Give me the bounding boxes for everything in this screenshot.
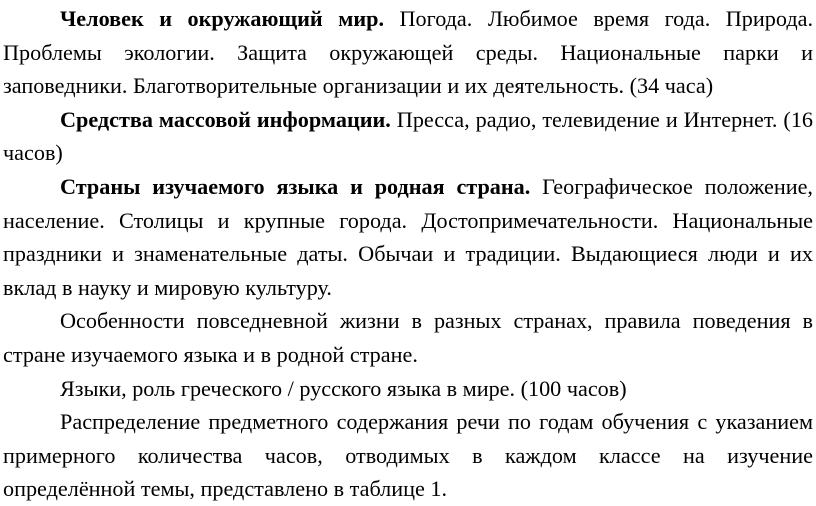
paragraph-countries xyxy=(3,170,813,304)
paragraph-text: Особенности повседневной жизни в разных странах, правила поведения в стране изучаемого языка и в родной стране. xyxy=(3,308,813,367)
paragraph-environment xyxy=(3,2,813,103)
paragraph-languages xyxy=(3,372,813,406)
paragraph-heading: Страны изучаемого языка и родная страна. xyxy=(60,173,531,199)
paragraph-heading: Средства массовой информации. xyxy=(60,106,391,132)
paragraph-mass-media xyxy=(3,103,813,170)
paragraph-text: Географическое положение, население. Столицы и крупные города. Достопримечательности. Национальные праздники и знаменательные даты. Обычаи и традиции. Выдающиеся люди и их вклад в науку и мировую культуру. xyxy=(3,173,813,300)
paragraph-text: Языки, роль греческого / русского языка в мире. (100 часов) xyxy=(60,375,627,401)
paragraph-text: Погода. Любимое время года. Природа. Проблемы экологии. Защита окружающей среды. Национальные парки и заповедники. Благотворительные организации и их деятельность. (34 часа) xyxy=(3,6,813,99)
paragraph-text: Пресса, радио, телевидение и Интернет. (16 часов) xyxy=(3,106,814,166)
paragraph-heading: Человек и окружающий мир. xyxy=(60,6,385,31)
paragraph-distribution xyxy=(3,405,813,506)
paragraph-text: Распределение предметного содержания речи по годам обучения с указанием примерного количества часов, отводимых в каждом классе на изучение определённой темы, представлено в таблице 1. xyxy=(3,409,813,502)
paragraph-daily-life xyxy=(3,304,813,371)
